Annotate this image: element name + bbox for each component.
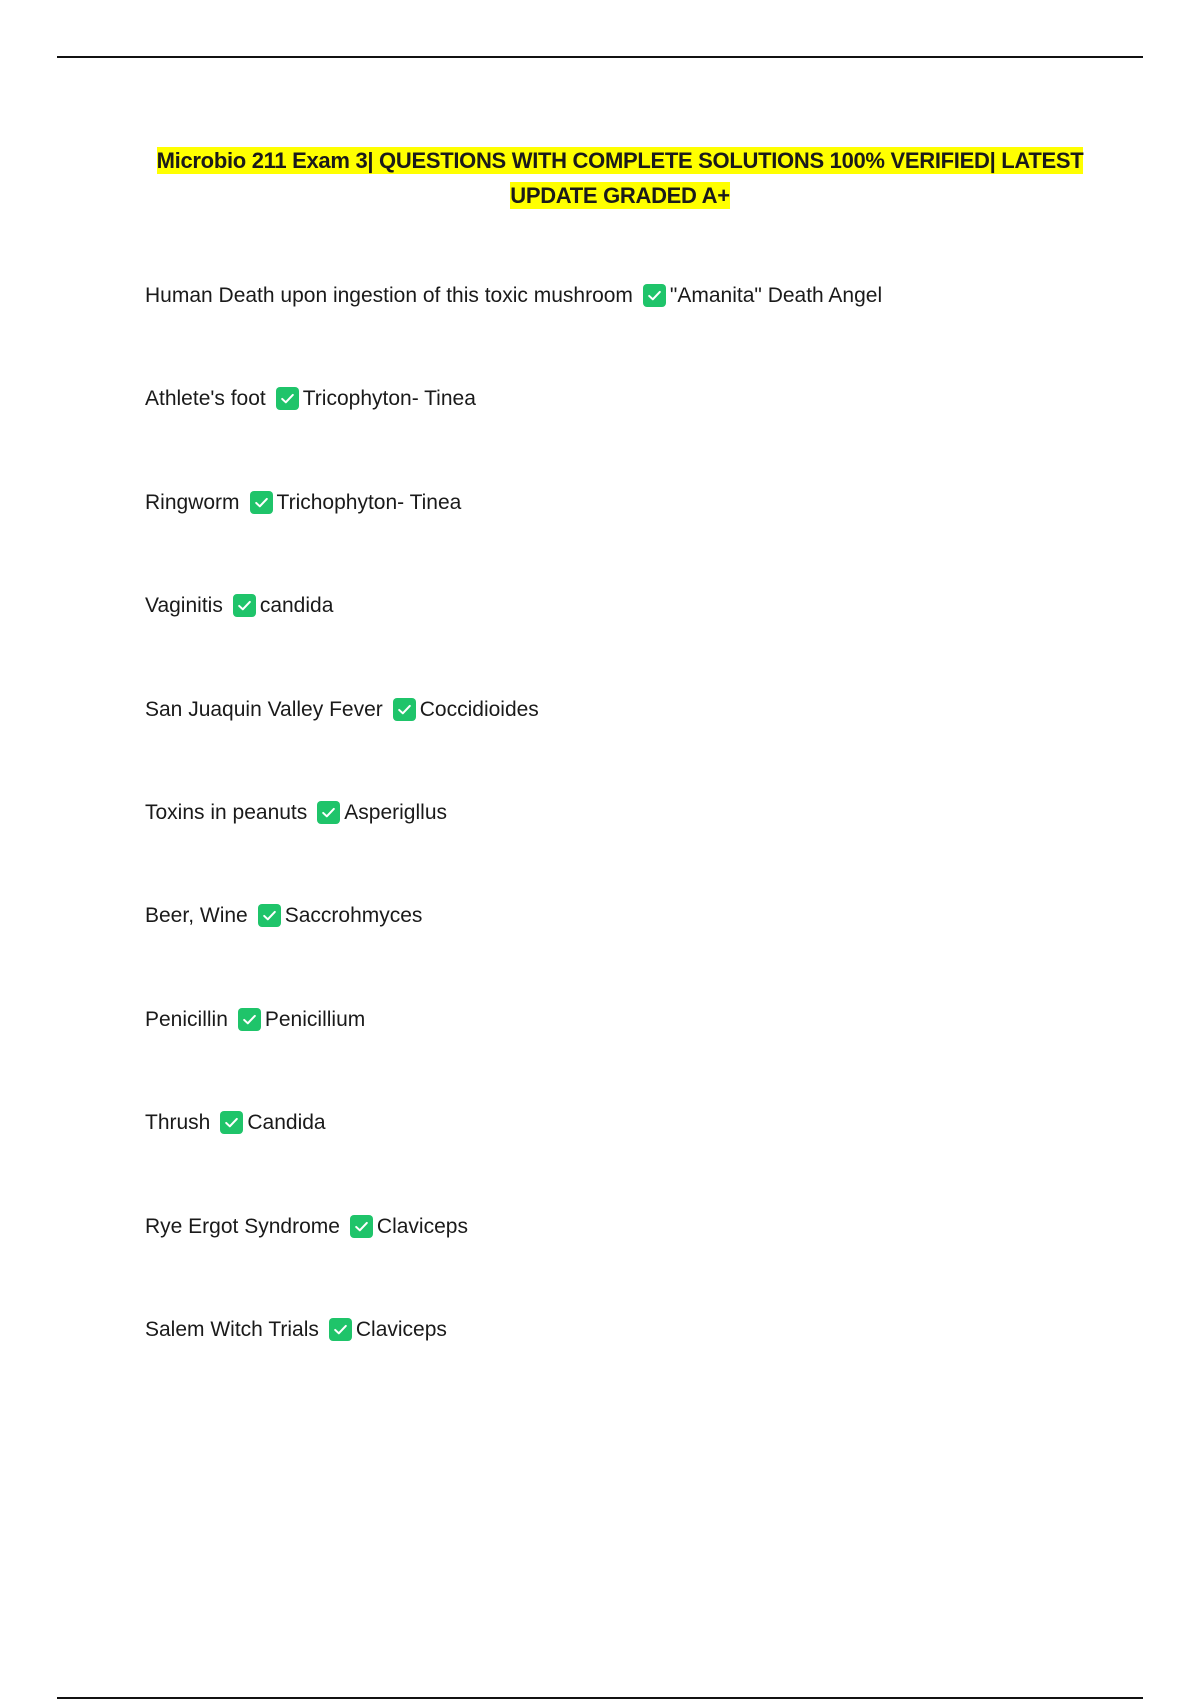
answer-text: "Amanita" Death Angel <box>669 284 883 307</box>
check-box-icon <box>276 387 299 410</box>
answer-text: Candida <box>247 1111 326 1135</box>
check-box-icon <box>317 801 340 824</box>
answer-text: Claviceps <box>355 1317 447 1341</box>
answer-text: Trichophyton- Tinea <box>276 490 462 514</box>
title-line-2: UPDATE GRADED A+ <box>510 183 730 208</box>
qa-item <box>145 1314 1145 1417</box>
qa-item <box>145 1004 1145 1107</box>
check-box-icon <box>350 1215 373 1238</box>
qa-item <box>145 694 1145 797</box>
question-text: Rye Ergot Syndrome <box>145 1214 340 1238</box>
top-rule <box>57 56 1143 58</box>
question-text: San Juaquin Valley Fever <box>145 697 383 721</box>
check-box-icon <box>250 491 273 514</box>
question-text: Toxins in peanuts <box>145 800 308 824</box>
check-box-icon <box>643 284 666 307</box>
bottom-rule <box>57 1697 1143 1699</box>
answer-text: Coccidioides <box>419 697 539 721</box>
answer-text: Saccrohmyces <box>284 904 423 928</box>
check-box-icon <box>258 904 281 927</box>
qa-item <box>145 590 1145 693</box>
check-box-icon <box>233 594 256 617</box>
question-text: Thrush <box>145 1111 211 1135</box>
question-text: Vaginitis <box>145 594 223 618</box>
qa-item <box>145 900 1145 1003</box>
check-box-icon <box>220 1111 243 1134</box>
title-line-1: Microbio 211 Exam 3| QUESTIONS WITH COMPLETE SOLUTIONS 100% VERIFIED| LATEST <box>156 148 1084 173</box>
qa-item <box>145 487 1145 590</box>
question-text: Beer, Wine <box>145 904 248 928</box>
check-box-icon <box>329 1318 352 1341</box>
answer-text: candida <box>259 594 334 618</box>
check-box-icon <box>393 698 416 721</box>
question-text: Penicillin <box>145 1007 228 1031</box>
qa-item <box>145 280 1145 383</box>
document-title <box>140 143 1100 213</box>
qa-item <box>145 383 1145 486</box>
answer-text: Asperigllus <box>344 800 447 824</box>
answer-text: Tricophyton- Tinea <box>302 387 476 411</box>
question-text: Athlete's foot <box>145 387 266 411</box>
qa-list <box>145 280 1145 1417</box>
question-text: Salem Witch Trials <box>145 1317 319 1341</box>
question-text: Ringworm <box>145 490 240 514</box>
qa-item <box>145 1107 1145 1210</box>
qa-item <box>145 1211 1145 1314</box>
question-text: Human Death upon ingestion of this toxic mushroom <box>145 284 633 307</box>
answer-text: Penicillium <box>264 1007 366 1031</box>
check-box-icon <box>238 1008 261 1031</box>
qa-item <box>145 797 1145 900</box>
answer-text: Claviceps <box>376 1214 468 1238</box>
